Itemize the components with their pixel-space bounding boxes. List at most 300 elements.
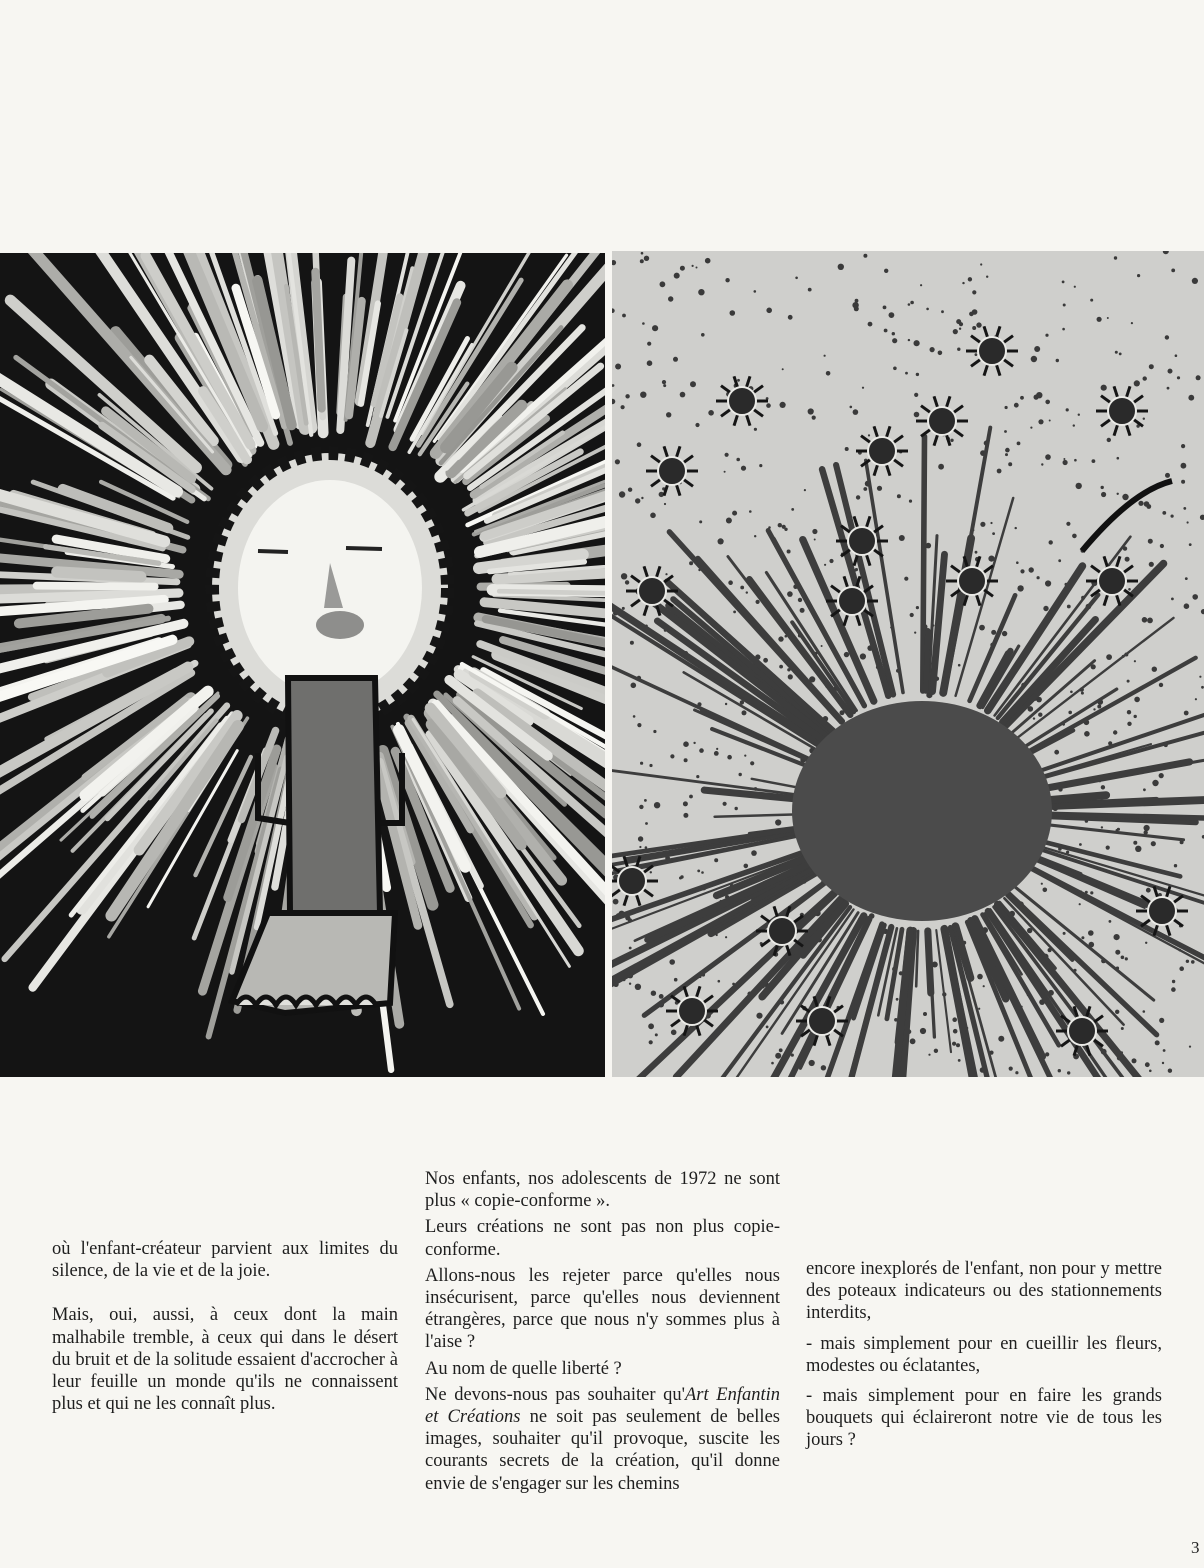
paint-dot bbox=[1114, 256, 1117, 259]
paint-dot bbox=[756, 1013, 762, 1019]
paint-dot bbox=[1043, 888, 1048, 893]
paint-dot bbox=[664, 503, 666, 505]
paint-dot bbox=[1005, 448, 1010, 453]
paint-dot bbox=[968, 277, 972, 281]
paint-dot bbox=[1014, 403, 1019, 408]
paint-dot bbox=[914, 340, 920, 346]
paint-dot bbox=[824, 355, 826, 357]
paint-dot bbox=[779, 665, 783, 669]
paint-dot bbox=[934, 1049, 938, 1053]
paint-dot bbox=[1084, 731, 1090, 737]
paint-dot bbox=[1097, 317, 1102, 322]
paint-dot bbox=[808, 408, 814, 414]
paint-dot bbox=[1177, 376, 1180, 379]
paint-dot bbox=[930, 347, 935, 352]
paint-dot bbox=[746, 591, 748, 593]
paint-dot bbox=[708, 410, 714, 416]
paint-dot bbox=[969, 312, 974, 317]
paint-dot bbox=[655, 1033, 658, 1036]
paint-dot bbox=[659, 994, 664, 999]
paint-dot bbox=[1155, 1040, 1160, 1045]
paint-dot bbox=[863, 254, 867, 258]
paint-dot bbox=[877, 486, 882, 491]
paint-dot bbox=[1152, 780, 1158, 786]
paint-dot bbox=[1148, 539, 1153, 544]
paint-dot bbox=[1168, 1069, 1172, 1073]
paint-dot bbox=[1174, 864, 1177, 867]
paint-dot bbox=[639, 805, 643, 809]
paint-dot bbox=[1056, 359, 1059, 362]
paint-dot bbox=[1138, 501, 1143, 506]
paragraph: Allons-nous les rejeter parce qu'elles nous insécurisent, parce qu'elles nous deviennent étrangères, parce que nous n'y sommes plus à l'aise ? bbox=[425, 1265, 780, 1353]
paint-dot bbox=[1031, 356, 1037, 362]
paint-dot bbox=[991, 630, 996, 635]
paint-dot bbox=[756, 600, 760, 604]
paint-dot bbox=[1179, 966, 1184, 971]
paint-dot bbox=[739, 773, 742, 776]
paint-dot bbox=[1107, 317, 1109, 319]
paint-dot bbox=[972, 326, 976, 330]
paint-dot bbox=[1074, 286, 1076, 288]
paint-dot bbox=[650, 871, 652, 873]
paint-dot bbox=[1181, 463, 1187, 469]
paint-dot bbox=[844, 652, 849, 657]
paint-dot bbox=[953, 1029, 958, 1034]
paint-dot bbox=[725, 703, 727, 705]
paint-dot bbox=[1159, 1018, 1164, 1023]
paint-dot bbox=[795, 277, 798, 280]
paint-dot bbox=[684, 758, 688, 762]
paint-dot bbox=[1145, 942, 1147, 944]
paint-dot bbox=[666, 412, 671, 417]
paint-dot bbox=[956, 1043, 960, 1047]
paint-dot bbox=[1201, 686, 1204, 689]
paint-dot bbox=[668, 296, 673, 301]
paint-dot bbox=[845, 447, 849, 451]
paint-dot bbox=[1171, 598, 1174, 601]
paint-dot bbox=[640, 392, 646, 398]
paint-dot bbox=[699, 520, 702, 523]
paint-dot bbox=[1183, 507, 1186, 510]
paint-dot bbox=[979, 625, 985, 631]
paint-dot bbox=[798, 598, 802, 602]
paint-dot bbox=[1121, 956, 1125, 960]
paint-dot bbox=[1171, 269, 1175, 273]
paint-dot bbox=[883, 306, 887, 310]
paint-dot bbox=[1175, 354, 1178, 357]
paint-dot bbox=[1005, 453, 1008, 456]
paint-dot bbox=[1009, 1067, 1013, 1071]
paint-dot bbox=[1079, 903, 1081, 905]
paint-dot bbox=[637, 723, 641, 727]
paint-dot bbox=[889, 312, 895, 318]
paint-dot bbox=[1115, 351, 1118, 354]
paint-dot bbox=[1143, 1010, 1146, 1013]
paint-dot bbox=[1189, 1046, 1191, 1048]
paint-dot bbox=[718, 980, 721, 983]
paint-dot bbox=[699, 748, 704, 753]
paint-dot bbox=[1122, 494, 1128, 500]
paint-dot bbox=[728, 580, 733, 585]
paint-dot bbox=[1101, 785, 1105, 789]
paint-dot bbox=[941, 310, 944, 313]
paint-dot bbox=[980, 522, 985, 527]
paint-dot bbox=[824, 564, 826, 566]
paint-dot bbox=[1062, 328, 1065, 331]
paint-dot bbox=[766, 403, 771, 408]
paint-dot bbox=[718, 538, 724, 544]
text-column-1 bbox=[52, 1238, 398, 1415]
paint-dot bbox=[732, 511, 737, 516]
paint-dot bbox=[1004, 430, 1007, 433]
paint-dot bbox=[1036, 392, 1042, 398]
paint-dot bbox=[1162, 511, 1166, 515]
paint-dot bbox=[986, 276, 988, 278]
paint-dot bbox=[1185, 577, 1188, 580]
paint-dot bbox=[908, 339, 910, 341]
paint-dot bbox=[1149, 562, 1154, 567]
paint-dot bbox=[622, 314, 626, 318]
paint-dot bbox=[1041, 883, 1043, 885]
paint-dot bbox=[660, 281, 666, 287]
paint-dot bbox=[808, 288, 812, 292]
paint-dot bbox=[1043, 606, 1048, 611]
paint-dot bbox=[804, 489, 806, 491]
paint-dot bbox=[754, 290, 757, 293]
paint-dot bbox=[683, 741, 689, 747]
paint-dot bbox=[637, 442, 642, 447]
paint-dot bbox=[1163, 1049, 1166, 1052]
paint-dot bbox=[622, 607, 625, 610]
paint-dot bbox=[1005, 406, 1008, 409]
paint-dot bbox=[1090, 299, 1093, 302]
paint-dot bbox=[733, 611, 736, 614]
paint-dot bbox=[766, 308, 772, 314]
paint-dot bbox=[1090, 891, 1093, 894]
paint-dot bbox=[1017, 585, 1023, 591]
paint-dot bbox=[1101, 385, 1107, 391]
paragraph bbox=[425, 1384, 780, 1495]
paint-dot bbox=[1151, 841, 1156, 846]
paint-dot bbox=[663, 384, 666, 387]
paint-dot bbox=[778, 523, 782, 527]
paint-dot bbox=[680, 266, 685, 271]
paint-dot bbox=[896, 998, 899, 1001]
paint-dot bbox=[800, 608, 805, 613]
paint-dot bbox=[1107, 438, 1111, 442]
paint-dot bbox=[701, 333, 705, 337]
paint-dot bbox=[1192, 594, 1198, 600]
paint-dot bbox=[926, 308, 929, 311]
paint-dot bbox=[730, 310, 736, 316]
paint-dot bbox=[1146, 888, 1151, 893]
paint-dot bbox=[990, 522, 992, 524]
paint-dot bbox=[628, 488, 632, 492]
paint-dot bbox=[635, 498, 640, 503]
paint-dot bbox=[980, 263, 982, 265]
paint-dot bbox=[923, 1012, 927, 1016]
paint-dot bbox=[1134, 715, 1137, 718]
paint-dot bbox=[1067, 1071, 1070, 1074]
paint-dot bbox=[1165, 335, 1169, 339]
paint-dot bbox=[868, 434, 870, 436]
text-run: ne soit pas seulement de belles images, souhaiter qu'il provoque, suscite les courants secrets de la création, qu'il donne envie de s'engager sur les chemins bbox=[425, 1407, 780, 1494]
paint-dot bbox=[1063, 458, 1065, 460]
paint-dot bbox=[680, 392, 686, 398]
paint-dot bbox=[884, 269, 888, 273]
paint-dot bbox=[1119, 353, 1122, 356]
paint-dot bbox=[1015, 527, 1017, 529]
paint-dot bbox=[742, 710, 747, 715]
paint-dot bbox=[1101, 492, 1106, 497]
paint-dot bbox=[1137, 274, 1140, 277]
paint-dot bbox=[977, 974, 983, 980]
paint-dot bbox=[1106, 846, 1110, 850]
paint-dot bbox=[1159, 683, 1163, 687]
paint-dot bbox=[1143, 376, 1147, 380]
paint-dot bbox=[1127, 710, 1131, 714]
paint-dot bbox=[1115, 950, 1120, 955]
paint-dot bbox=[1081, 936, 1084, 939]
paint-dot bbox=[647, 342, 651, 346]
child-painting-figure bbox=[0, 253, 605, 1077]
flowers-painting-illustration bbox=[612, 251, 1204, 1077]
paint-dot bbox=[1149, 1070, 1152, 1073]
paint-dot bbox=[910, 1038, 916, 1044]
paint-dot bbox=[914, 393, 918, 397]
paint-dot bbox=[916, 373, 919, 376]
paint-dot bbox=[884, 329, 888, 333]
paint-dot bbox=[916, 606, 919, 609]
paint-dot bbox=[821, 645, 823, 647]
paint-dot bbox=[950, 439, 953, 442]
paint-dot bbox=[1037, 576, 1040, 579]
paint-dot bbox=[1142, 617, 1148, 623]
paint-dot bbox=[1181, 444, 1185, 448]
paint-dot bbox=[737, 379, 740, 382]
paint-dot bbox=[639, 846, 641, 848]
paint-dot bbox=[673, 357, 678, 362]
paint-dot bbox=[692, 265, 694, 267]
paint-dot bbox=[920, 1028, 926, 1034]
paint-dot bbox=[1008, 462, 1012, 466]
paint-dot bbox=[1015, 1071, 1018, 1074]
paint-dot bbox=[1188, 395, 1194, 401]
paint-dot bbox=[750, 761, 754, 765]
paint-dot bbox=[983, 985, 985, 987]
paint-dot bbox=[1159, 773, 1164, 778]
paint-dot bbox=[771, 1062, 774, 1065]
paint-dot bbox=[744, 755, 746, 757]
page-number: 3 bbox=[1191, 1538, 1200, 1557]
paint-dot bbox=[787, 591, 793, 597]
paint-dot bbox=[633, 715, 636, 718]
paint-dot bbox=[670, 754, 674, 758]
paint-dot bbox=[1115, 1010, 1119, 1014]
paint-dot bbox=[992, 532, 995, 535]
paint-dot bbox=[976, 322, 981, 327]
paint-dot bbox=[621, 405, 625, 409]
paint-dot bbox=[744, 864, 749, 869]
publication-title: Art Enfantin et Créations bbox=[425, 1384, 780, 1428]
paint-dot bbox=[749, 510, 752, 513]
paint-dot bbox=[788, 315, 793, 320]
paint-dot bbox=[899, 535, 905, 541]
paint-dot bbox=[642, 322, 645, 325]
paint-dot bbox=[1117, 493, 1119, 495]
paint-dot bbox=[650, 513, 656, 519]
paint-dot bbox=[1063, 932, 1066, 935]
paint-dot bbox=[972, 290, 976, 294]
paint-dot bbox=[812, 529, 817, 534]
paint-dot bbox=[904, 577, 908, 581]
paint-dot bbox=[754, 535, 756, 537]
paint-dot bbox=[727, 755, 732, 760]
paint-dot bbox=[735, 807, 738, 810]
paint-dot bbox=[1134, 660, 1136, 662]
paint-dot bbox=[998, 1036, 1004, 1042]
paint-dot bbox=[782, 368, 784, 370]
paint-dot bbox=[697, 870, 700, 873]
paint-dot bbox=[644, 799, 647, 802]
paint-dot bbox=[647, 360, 653, 366]
paint-dot bbox=[725, 278, 729, 282]
paint-dot bbox=[649, 764, 652, 767]
paint-dot bbox=[696, 775, 699, 778]
brush-stroke bbox=[37, 586, 155, 587]
paint-dot bbox=[909, 500, 912, 503]
paint-dot bbox=[679, 877, 682, 880]
paint-dot bbox=[852, 302, 858, 308]
paint-dot bbox=[775, 1053, 781, 1059]
paint-dot bbox=[630, 641, 634, 645]
paint-dot bbox=[1143, 418, 1145, 420]
paint-dot bbox=[1125, 957, 1128, 960]
paint-dot bbox=[868, 322, 873, 327]
paint-dot bbox=[778, 636, 783, 641]
paint-dot bbox=[1165, 473, 1170, 478]
paint-dot bbox=[1171, 515, 1174, 518]
paint-dot bbox=[850, 406, 853, 409]
paint-dot bbox=[863, 487, 867, 491]
paint-dot bbox=[1149, 364, 1154, 369]
paint-dot bbox=[674, 978, 678, 982]
paragraph: - mais simplement pour en cueillir les fleurs, modestes ou éclatantes, bbox=[806, 1333, 1162, 1376]
paint-dot bbox=[1073, 424, 1075, 426]
paint-dot bbox=[1192, 278, 1198, 284]
paint-dot bbox=[897, 494, 901, 498]
paint-dot bbox=[1147, 618, 1153, 624]
paint-dot bbox=[779, 1048, 783, 1052]
paint-dot bbox=[1063, 304, 1066, 307]
paint-dot bbox=[1127, 680, 1130, 683]
paint-dot bbox=[788, 674, 793, 679]
paint-dot bbox=[1063, 460, 1068, 465]
brush-stroke bbox=[926, 631, 928, 691]
paint-dot bbox=[1049, 420, 1051, 422]
paint-dot bbox=[689, 795, 693, 799]
paint-dot bbox=[759, 464, 762, 467]
paint-dot bbox=[635, 984, 641, 990]
child-painting-flowers bbox=[612, 251, 1204, 1077]
paint-dot bbox=[938, 464, 944, 470]
paint-dot bbox=[1184, 711, 1189, 716]
paint-dot bbox=[1121, 1027, 1124, 1030]
paint-dot bbox=[1191, 960, 1195, 964]
paint-dot bbox=[952, 1042, 956, 1046]
paint-dot bbox=[641, 497, 643, 499]
paint-dot bbox=[736, 458, 740, 462]
paint-dot bbox=[662, 380, 666, 384]
paint-dot bbox=[725, 453, 729, 457]
paint-dot bbox=[1067, 605, 1071, 609]
paint-dot bbox=[914, 412, 920, 418]
paint-dot bbox=[625, 394, 629, 398]
paint-dot bbox=[654, 802, 660, 808]
paint-dot bbox=[1068, 711, 1072, 715]
paint-dot bbox=[782, 525, 786, 529]
paint-dot bbox=[641, 252, 644, 255]
paint-dot bbox=[856, 495, 860, 499]
paint-dot bbox=[725, 936, 727, 938]
paint-dot bbox=[1106, 654, 1112, 660]
paint-dot bbox=[1162, 1062, 1164, 1064]
paint-dot bbox=[1038, 419, 1043, 424]
paint-dot bbox=[1070, 691, 1073, 694]
paint-dot bbox=[914, 632, 916, 634]
paint-dot bbox=[1078, 414, 1080, 416]
paint-dot bbox=[809, 1060, 815, 1066]
paint-dot bbox=[690, 381, 696, 387]
brush-stroke bbox=[57, 572, 141, 577]
paint-dot bbox=[1172, 980, 1175, 983]
paint-dot bbox=[958, 1059, 961, 1062]
paragraph: Au nom de quelle liberté ? bbox=[425, 1358, 622, 1379]
paint-dot bbox=[1101, 486, 1104, 489]
paint-dot bbox=[958, 664, 961, 667]
paint-dot bbox=[775, 819, 781, 825]
paint-dot bbox=[1079, 843, 1082, 846]
paragraph: - mais simplement pour en faire les grands bouquets qui éclaireront notre vie de tous les jours ? bbox=[806, 1386, 1162, 1451]
paint-dot bbox=[621, 573, 627, 579]
paint-dot bbox=[1049, 540, 1053, 544]
paint-dot bbox=[1181, 480, 1185, 484]
paint-dot bbox=[665, 573, 667, 575]
paragraph: Leurs créations ne sont pas non plus copie-conforme. bbox=[425, 1217, 780, 1260]
brush-stroke bbox=[923, 437, 925, 692]
paint-dot bbox=[683, 813, 688, 818]
text-column-2 bbox=[425, 1168, 780, 1495]
paint-dot bbox=[928, 1054, 930, 1056]
paint-dot bbox=[619, 491, 625, 497]
paint-dot bbox=[714, 751, 719, 756]
paint-dot bbox=[645, 822, 648, 825]
paint-dot bbox=[1109, 920, 1112, 923]
paint-dot bbox=[1117, 457, 1120, 460]
paint-dot bbox=[1117, 828, 1120, 831]
paint-dot bbox=[910, 301, 914, 305]
paint-dot bbox=[1196, 375, 1201, 380]
paint-dot bbox=[615, 364, 621, 370]
paint-dot bbox=[1128, 588, 1131, 591]
paint-dot bbox=[962, 282, 964, 284]
paint-dot bbox=[683, 801, 688, 806]
paint-dot bbox=[860, 653, 866, 659]
paint-dot bbox=[1133, 841, 1137, 845]
paragraph: encore inexplorés de l'enfant, non pour y mettre des poteaux indicateurs ou des stationnements interdits, bbox=[806, 1259, 1162, 1324]
paragraph: Nos enfants, nos adolescents de 1972 ne sont plus « copie-conforme ». bbox=[425, 1169, 780, 1212]
paint-dot bbox=[1016, 561, 1019, 564]
